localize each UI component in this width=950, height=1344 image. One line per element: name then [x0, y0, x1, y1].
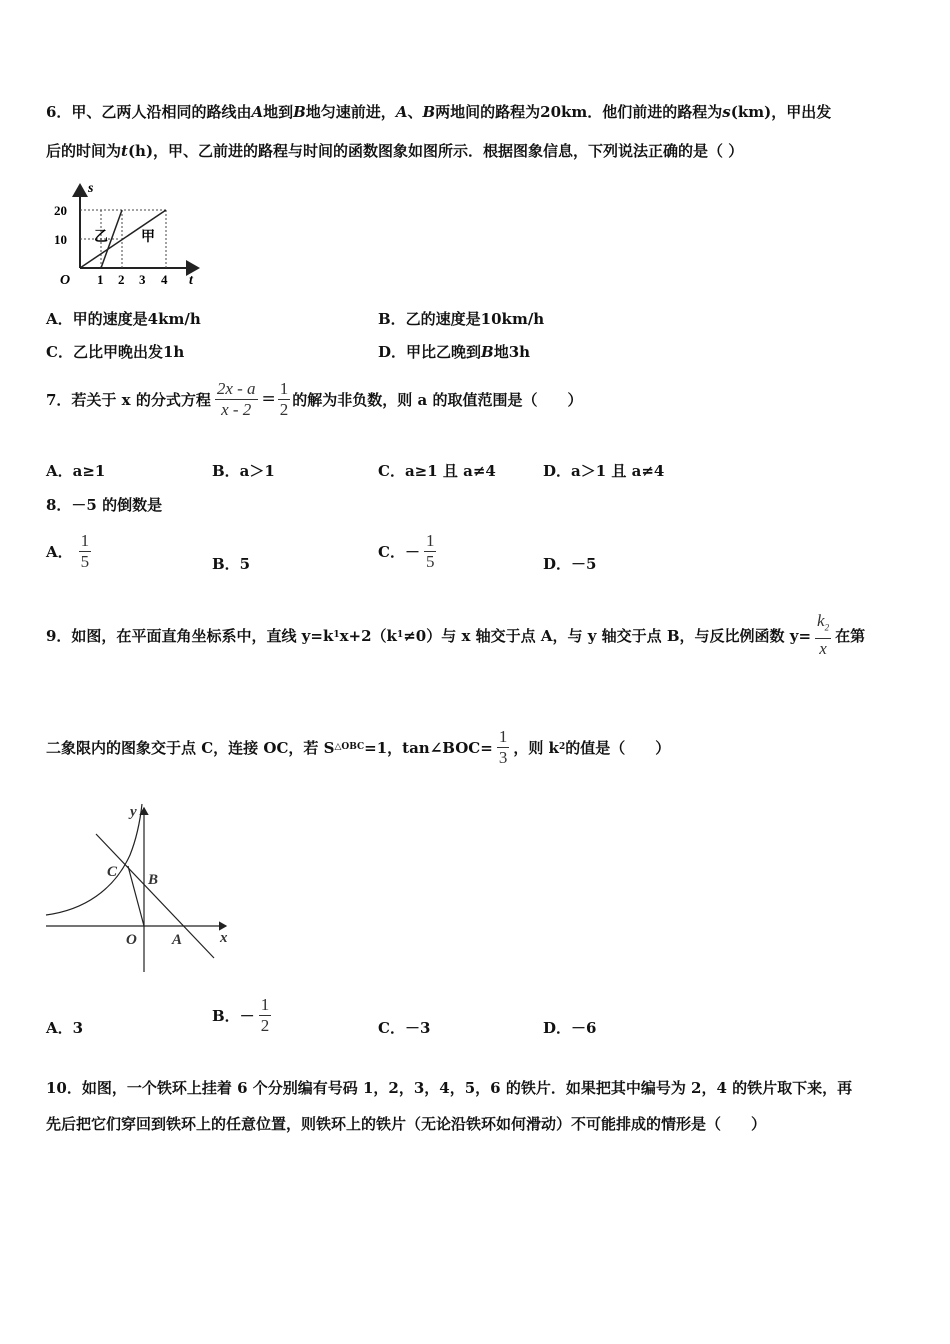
q6-xtick-3: 3: [139, 272, 146, 287]
q6-option-c: C．乙比甲晚出发1h: [46, 343, 185, 361]
q10-stem-line2: 先后把它们穿回到铁环上的任意位置，则铁环上的铁片（无论沿铁环如何滑动）不可能排成的情形是（ ）: [46, 1115, 767, 1133]
q9-line-ab: [96, 834, 214, 958]
q9-hyperbola: [46, 804, 142, 915]
q9-option-a: A．3: [46, 1019, 84, 1037]
q8-option-b: B．5: [212, 555, 251, 573]
q6-option-d: D．甲比乙晚到B地3h: [378, 343, 531, 361]
q6-label-yi: 乙: [94, 230, 108, 245]
q9-option-d: D．－6: [543, 1019, 597, 1037]
q6-xtick-4: 4: [161, 272, 168, 287]
q6-ytick-10: 10: [54, 232, 67, 247]
q6-xtick-1: 1: [97, 272, 104, 287]
q9-stem-line2: 二象限内的图象交于点 C，连接 OC，若 S △OBC =1，tan∠BOC= $\frac{1}{3}$ ，则 k 2 的值是（ ）: [46, 726, 671, 767]
q7-option-c: C．a≥1 且 a≠4: [378, 462, 496, 480]
q6-label-jia: 甲: [141, 230, 155, 245]
q9-option-b: B．－ $\frac{1}{2}$: [212, 994, 270, 1035]
q8-option-a: A． $\frac{1}{5}$: [46, 530, 90, 571]
q9-label-x: x: [220, 930, 228, 946]
q9-label-c: C: [107, 864, 118, 880]
q10-stem-line1: 10．如图，一个铁环上挂着 6 个分别编有号码 1，2，3，4，5，6 的铁片．如果把其中编号为 2，4 的铁片取下来，再: [46, 1079, 853, 1097]
q7-option-b: B．a＞1: [212, 462, 275, 480]
q6-ytick-20: 20: [54, 203, 67, 218]
q9-segment-oc: [128, 866, 144, 926]
q9-fraction-tan: $\frac{1}{3}$: [498, 726, 508, 767]
q6-stem-line2: 后的时间为t(h)，甲、乙前进的路程与时间的函数图象如图所示．根据图象信息，下列说法正确的是（ ）: [46, 142, 744, 160]
q6-axis-s: s: [88, 181, 94, 196]
q9-label-a: A: [172, 932, 183, 948]
q6-stem-line1: 6．甲、乙两人沿相同的路线由A地到B地匀速前进，A、B两地间的路程为20km．他们前进的路程为s(km)，甲出发: [46, 103, 832, 121]
q9-label-y: y: [130, 804, 137, 820]
q6-origin: O: [60, 273, 71, 288]
q6-graph: [48, 180, 208, 290]
q9-stem-line1: 9．如图，在平面直角坐标系中，直线 y=k 1 x+2（k 1 ≠0）与 x 轴交于点 A，与 y 轴交于点 B，与反比例函数 y= $\frac{k_2}{x}$ 在第: [46, 611, 866, 658]
q6-option-a: A．甲的速度是4km/h: [46, 310, 201, 328]
q8-stem: 8．－5 的倒数是: [46, 496, 163, 514]
q9-graph: [44, 800, 239, 978]
q7-fraction-right: $\frac{1}{2}$: [279, 378, 289, 419]
q8-option-d: D．－5: [543, 555, 597, 573]
q6-option-b: B．乙的速度是10km/h: [378, 310, 545, 328]
q6-axis-t: t: [189, 273, 193, 288]
q6-xtick-2: 2: [118, 272, 125, 287]
q7-option-d: D．a＞1 且 a≠4: [543, 462, 665, 480]
q8-option-c: C．－ $\frac{1}{5}$: [378, 530, 435, 571]
q9-label-o: O: [126, 932, 137, 948]
q9-fraction-k2x: $\frac{k_2}{x}$: [817, 611, 830, 658]
q9-option-c: C．－3: [378, 1019, 431, 1037]
q7-fraction-left: $\frac{2x - a}{x - 2}$: [216, 378, 256, 419]
q9-label-b: B: [148, 872, 159, 888]
q7-option-a: A．a≥1: [46, 462, 106, 480]
q7-stem: 7．若关于 x 的分式方程 $\frac{2x - a}{x - 2}$ = $\frac{1}{2}$ 的解为非负数，则 a 的取值范围是（ ）: [46, 378, 583, 419]
